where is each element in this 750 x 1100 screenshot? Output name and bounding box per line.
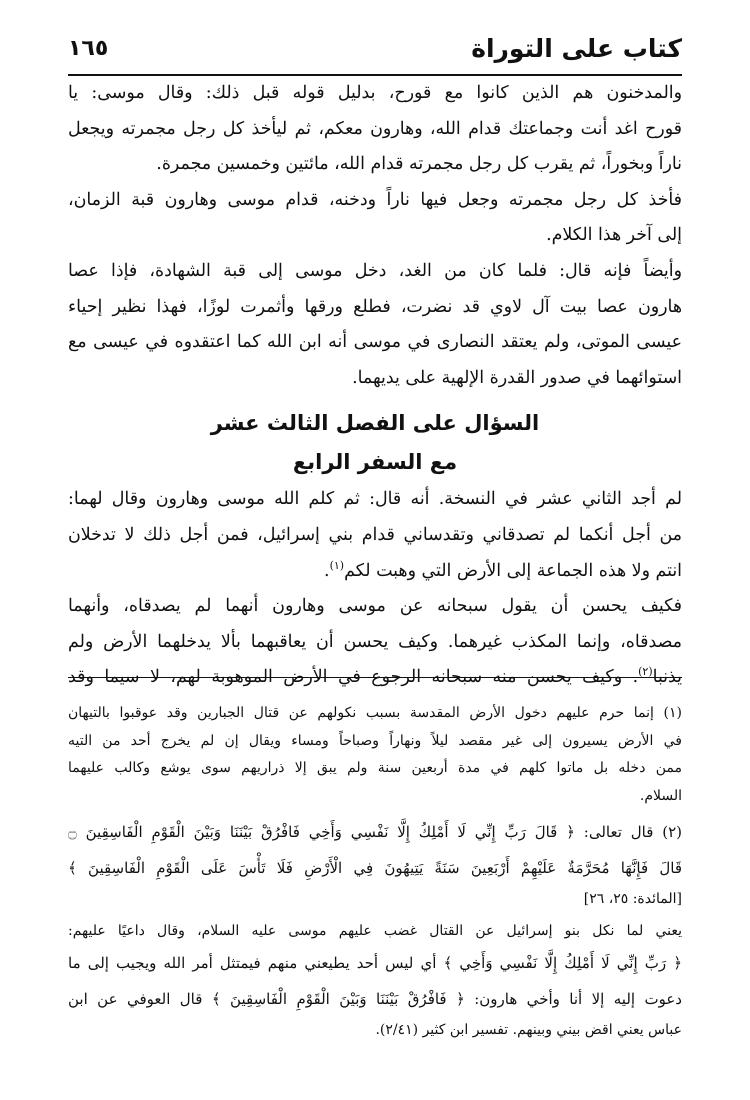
page-header [68,34,682,74]
main-text [68,76,682,696]
text-line: ناراً وبخوراً، ثم يقرب كل رجل مجمرته قدام الله، مائتين وخمسين مجمرة. [156,154,682,175]
text-line [68,660,682,696]
footnote-line: ممن دخله بل ماتوا كلهم في مدة أربعين سنة ولم يبق إلا ذراريهم سوى يوشع وكالب عليهما [68,760,682,776]
text-line: لم أجد الثاني عشر في النسخة. أنه قال: ثم كلم الله موسى وهارون وقال لهما: [68,489,682,510]
footnotes [68,700,682,1045]
quran-verse-line: قَالَ فَإِنَّهَا مُحَرَّمَةٌ عَلَيْهِمْ أَرْبَعِينَ سَنَةً يَتِيهُونَ فِي الْأَرْضِ فَلَا تَأْسَ عَلَى الْقَوْمِ الْفَاسِقِينَ ﴾ [68,859,682,877]
verse-reference: [المائدة: ٢٥، ٢٦] [583,891,682,907]
text-line: قورح اغد أنت وجماعتك قدام الله، وهارون معكم، ثم ليأخذ كل رجل مجمرته ويجعل [68,118,682,139]
text-segment: يذنبا [652,667,682,688]
footnote-line: (١) إنما حرم عليهم دخول الأرض المقدسة بسبب نكولهم عن قتال الجبارين وقد عوقبوا بالتيهان [68,705,682,721]
text-line: إلى آخر هذا الكلام. [546,225,682,246]
footnote-line: في الأرض يسيرون إلى غير مقصد ليلاً ونهاراً وصباحاً ومساء ويقال إن لم يخرج أحد من التيه [68,732,682,749]
footnote-line: ﴿ رَبِّ إِنِّي لَا أَمْلِكُ إِلَّا نَفْسِي وَأَخِي ﴾ أي ليس أحد يطيعني منهم فيمتثل أمر الله ويجيب إلى ما [68,954,682,972]
footnote-rule [68,677,682,678]
text-segment: انتم ولا هذه الجماعة إلى الأرض التي وهبت لكم [344,560,682,581]
text-line: عيسى الموتى، ولم يعتقد النصارى في موسى أنه ابن الله كما اعتقدوه في عيسى مع [68,332,682,353]
text-line [68,554,682,590]
text-segment: . [324,560,330,581]
text-line: استوائهما في صدور القدرة الإلهية على يديهما. [352,367,682,388]
text-line: من أجل أنكما لم تصدقاني وتقدساني قدام بني إسرائيل، فمن أجل ذلك لا تدخلان [68,524,682,545]
text-line: فكيف يحسن أن يقول سبحانه عن موسى وهارون أنهما لم يصدقاه، وأنهما [68,596,682,617]
page-number: ١٦٥ [68,36,109,61]
text-line: وأيضاً فإنه قال: فلما كان من الغد، دخل موسى إلى قبة الشهادة، فإذا عصا [68,260,682,281]
text-line: مصدقاه، وإنما المكذب غيرهما. وكيف يحسن أن يعاقبهما بألا يدخلهما الأرض ولم [68,631,682,652]
footnote-ref-1: (١) [329,558,345,572]
section-subheading: مع السفر الرابع [292,450,458,475]
text-line: هارون عصا بيت آل لاوي قد نضرت، فطلع ورقها وأثمرت لوزًا، فهذا نظير إحياء [68,296,682,317]
text-line: فأخذ كل رجل مجمرته وجعل فيها ناراً ودخنه، قدام موسى وهارون قبة الزمان، [68,189,682,210]
text-line: والمدخنون هم الذين كانوا مع قورح، بدليل قوله قبل ذلك: وقال موسى: يا [68,83,682,103]
footnote-line: عباس يعني اقض بيني وبينهم. تفسير ابن كثير (٢/٤١). [375,1022,682,1038]
footnote-line: يعني لما نكل بنو إسرائيل عن القتال غضب عليهم موسى عليه السلام، وقال داعيًا عليهم: [68,922,682,939]
text-segment: . وكيف يحسن منه سبحانه الرجوع في الأرض الموهوبة لهم، لا سيما وقد [68,667,639,688]
footnote-line: دعوت إليه إلا أنا وأخي هارون: ﴿ فَافْرُقْ بَيْنَنَا وَبَيْنَ الْقَوْمِ الْفَاسِقِينَ ﴾ قال العوفي عن ابن [68,990,682,1008]
quran-verse-line: (٢) قال تعالى: ﴿ قَالَ رَبِّ إِنِّي لَا أَمْلِكُ إِلَّا نَفْسِي وَأَخِي فَافْرُقْ بَيْنَنَا وَبَيْنَ الْقَوْمِ الْفَاسِقِينَ ۝ [68,823,682,841]
footnote-line: السلام. [639,787,682,804]
footnote-ref-2: (٢) [638,665,653,679]
running-title: كتاب على التوراة [471,34,682,63]
section-heading: السؤال على الفصل الثالث عشر [210,411,540,436]
